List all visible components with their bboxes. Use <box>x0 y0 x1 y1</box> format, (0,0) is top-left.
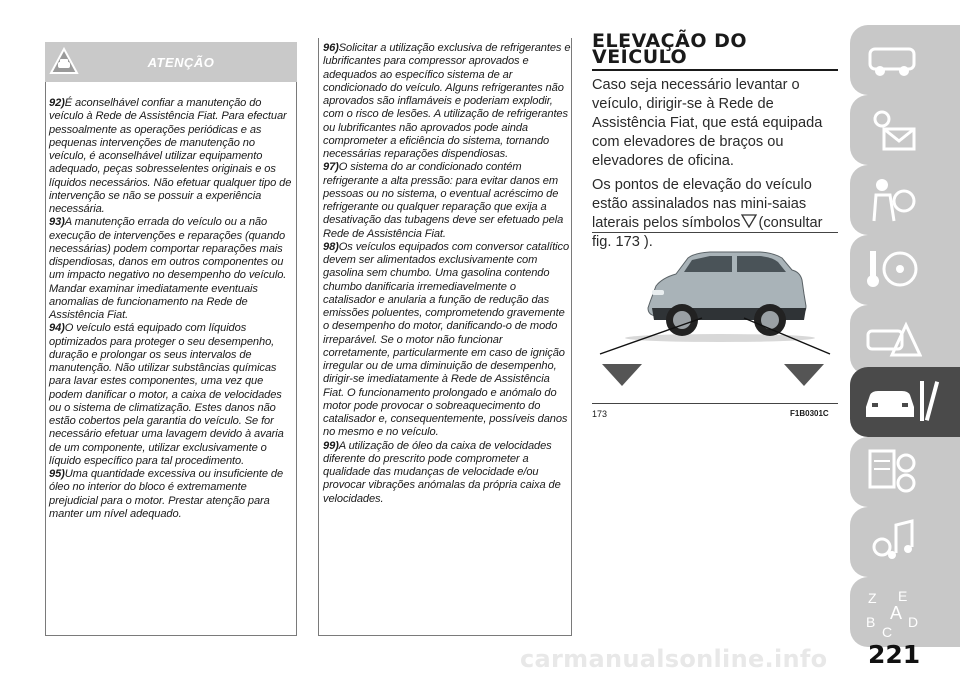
warnings-col1 <box>49 97 295 521</box>
breakdown-icon <box>862 311 922 367</box>
warning-item: 97)O sistema do ar condicionado contém refrigerante a alta pressão: para evitar danos em pessoas ou no sistema, o eventual acréscimo de refrigerante ou qualquer reparação que exija a desativação das tubagens deve ser efetuado pela Rede de Assistência Fiat. <box>323 161 564 240</box>
svg-text:C: C <box>882 624 893 639</box>
tab-key-steering[interactable] <box>850 235 960 305</box>
tab-car-maintenance[interactable] <box>850 367 960 437</box>
svg-text:E: E <box>898 588 908 604</box>
technical-data-icon <box>862 443 922 499</box>
tab-index[interactable] <box>850 577 960 647</box>
warning-item: 94)O veículo está equipado com líquidos optimizados para proteger o seu desempenho, duração e prolongar os seus intervalos de manutenção. Não utilizar substâncias químicas para lavar estes componentes, uma vez que podem danificar o motor, a caixa de velocidades ou o sistema de climatização. Estes danos não estão cobertos pela garantia do veículo. Se for necessário efetuar uma lavagem devido à avaria de um componente, utilizar exclusivamente o líquido específico para tal procedimento. <box>49 322 284 467</box>
section-body <box>592 76 842 257</box>
figure-bottom-rule <box>592 403 838 404</box>
svg-text:D: D <box>908 614 919 630</box>
key-steering-icon <box>862 241 922 297</box>
svg-text:B: B <box>866 614 876 630</box>
car-lift-points-figure <box>592 234 838 402</box>
tab-seatbelt-airbag[interactable] <box>850 165 960 235</box>
attention-header <box>45 42 297 82</box>
multimedia-icon <box>862 513 922 569</box>
watermark: carmanualsonline.info <box>520 645 828 673</box>
index-icon <box>862 583 922 639</box>
figure-number: 173 <box>592 409 608 419</box>
car-maintenance-icon <box>862 373 942 429</box>
section-title: ELEVAÇÃO DO VEÍCULO <box>592 30 748 68</box>
warning-item: 98)Os veículos equipados com conversor catalítico devem ser alimentados exclusivamente com gasolina sem chumbo. Uma gasolina contendo chumbo danificaria irremediavelmente o catalisador e anularia a função de redução das emissões poluentes, comprometendo gravemente o desempenho do motor, danificando-o de modo irreparável. Se o motor não funcionar corretamente, particularmente em caso de ignição irregular ou de uma diminuição de desempenho, dirigir-se imediatamente à Rede de Assistência Fiat. O funcionamento prolongado e anómalo do motor pode provocar o sobreaquecimento do catalisador e, consequentemente, possíveis danos no mesmo e no veículo. <box>323 240 570 439</box>
warning-item: 96)Solicitar a utilização exclusiva de refrigerantes e lubrificantes para compressor aprovados e adequados ao específico sistema de ar condicionado do veículo. Alguns refrigerantes não aprovados são inflamáveis e poderiam explodir, com o risco de lesões. A utilização de refrigerantes ou lubrificantes não aprovados pode ainda comprometer a eficiência do sistema, tornando necessárias reparações dispendiosas. <box>323 42 571 160</box>
tab-technical-data[interactable] <box>850 437 960 507</box>
car-dashboard-icon <box>862 31 922 87</box>
figure-top-rule <box>592 232 838 233</box>
paragraph: Caso seja necessário levantar o veículo, dirigir-se à Rede de Assistência Fiat, que está equipada com elevadores de braços ou elevadores de oficina. <box>592 77 823 169</box>
tab-warning-lights[interactable] <box>850 95 960 165</box>
warning-item: 92)É aconselhável confiar a manutenção do veículo à Rede de Assistência Fiat. Para efectuar pessoalmente as operações periódicas e as pequenas intervenções de manutenção no veículo, é aconselhável utilizar equipamento adequado, peças sobresselentes originais e os líquidos necessários. Não efetuar qualquer tipo de intervenção se não se possuir a experiência necessária. <box>49 97 292 215</box>
tab-multimedia[interactable] <box>850 507 960 577</box>
svg-text:Z: Z <box>868 590 877 606</box>
tab-breakdown[interactable] <box>850 305 960 375</box>
warnings-col2 <box>323 42 571 506</box>
svg-text:A: A <box>890 603 903 623</box>
seatbelt-airbag-icon <box>862 171 922 227</box>
lift-point-symbol-icon <box>741 214 757 228</box>
attention-title: ATENÇÃO <box>147 55 215 70</box>
warning-item: 93)A manutenção errada do veículo ou a não execução de intervenções e reparações (quando necessárias) podem comportar reparações mais dispendiosas, danos em outros componentes ou um impacto negativo no desempenho do veículo. Mandar examinar imediatamente eventuais anomalias de funcionamento na Rede de Assistência Fiat. <box>49 216 287 321</box>
warning-item: 99)A utilização de óleo da caixa de velocidades diferente do prescrito pode comprometer a qualidade das mudanças de velocidade e/ou provocar vibrações anómalas da própria caixa de velocidades. <box>323 439 561 505</box>
warning-lights-icon <box>862 101 922 157</box>
paragraph: Os pontos de elevação do veículo estão assinalados nas mini-saias laterais pelos símbolos (consultar fig. 173 ). <box>592 177 823 250</box>
title-divider <box>592 69 838 71</box>
warning-item: 95)Uma quantidade excessiva ou insuficiente de óleo no interior do bloco é extremamente prejudicial para o motor. Prestar atenção para manter um nível adequado. <box>49 468 284 520</box>
figure-code: F1B0301C <box>790 409 829 418</box>
tab-car-dashboard[interactable] <box>850 25 960 95</box>
page-number: 221 <box>868 640 921 669</box>
